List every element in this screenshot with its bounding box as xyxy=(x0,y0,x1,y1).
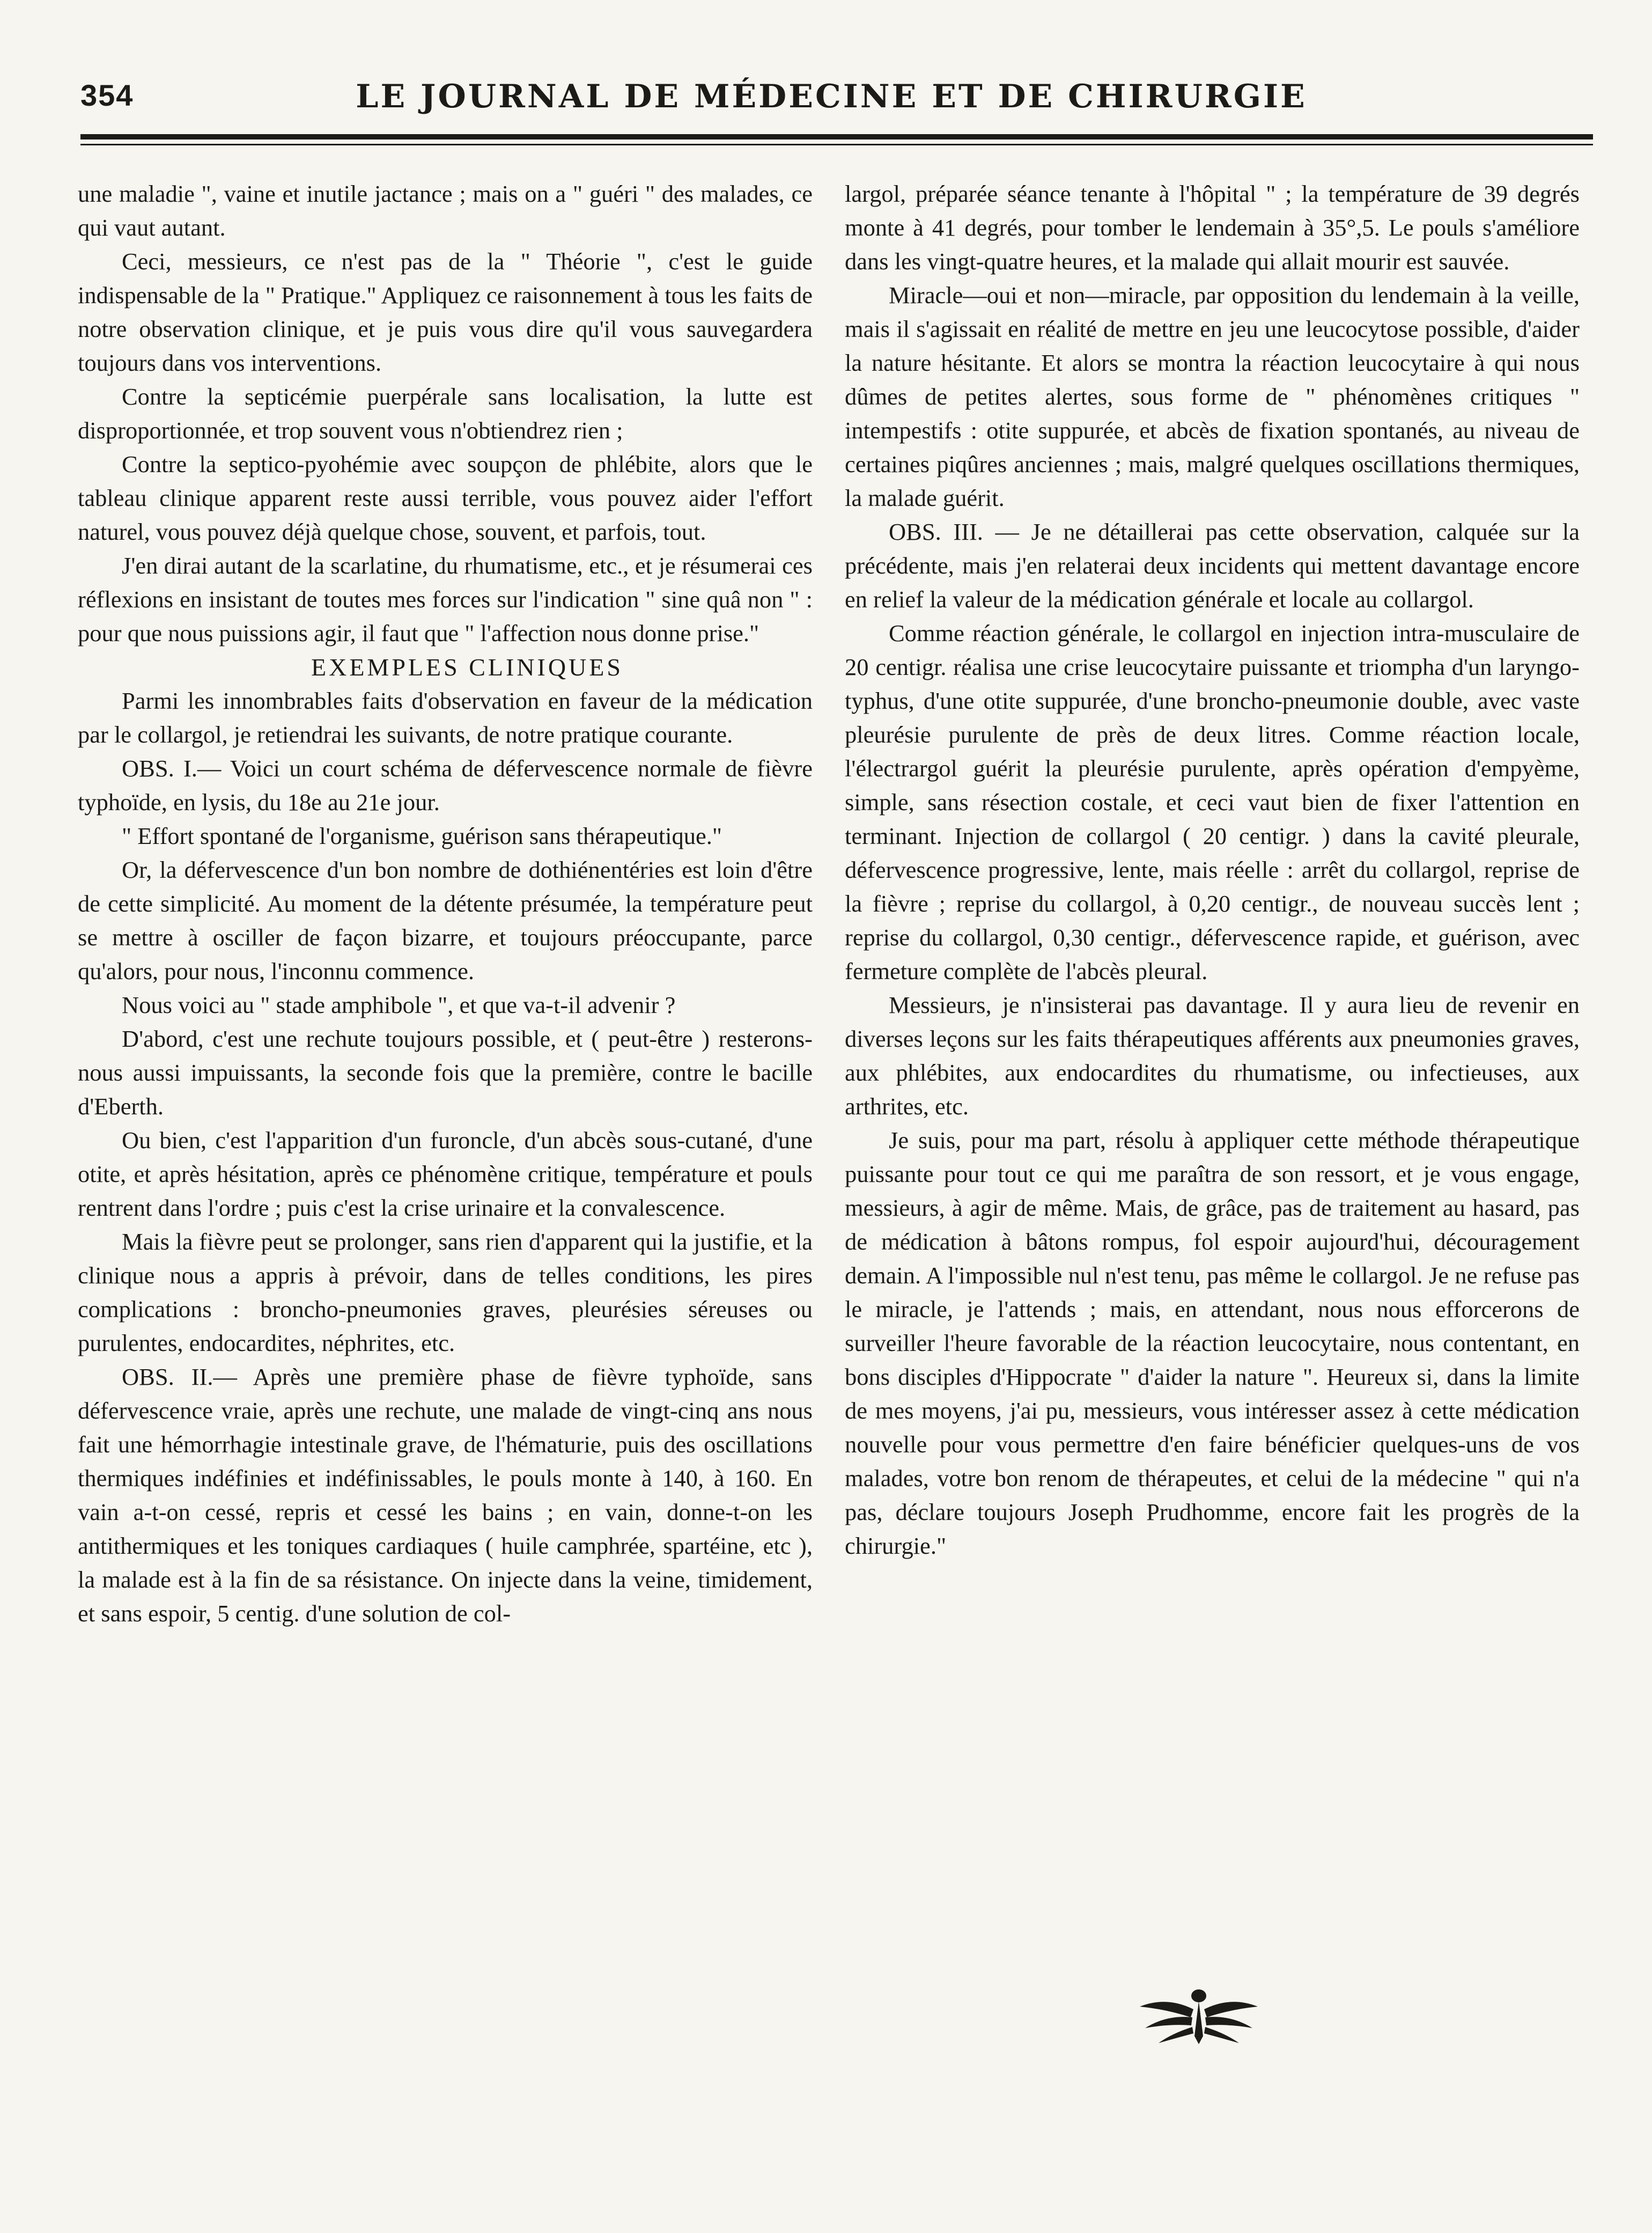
section-heading: EXEMPLES CLINIQUES xyxy=(311,653,623,681)
paragraph: Contre la septico-pyohémie avec soupçon de phlébite, alors que le tableau clinique apparent reste aussi terrible, vous pouvez aider l'effort naturel, vous pouvez déjà quelque chose, souvent, et parfois, tout. xyxy=(78,451,813,545)
paragraph: Comme réaction générale, le collargol en injection intra-musculaire de 20 centigr. réalisa une crise leucocytaire puissante et triompha d'un laryngo-typhus, d'une otite suppurée, d'une broncho-pneumonie double, avec vaste pleurésie purulente de près de deux litres. Comme réaction locale, l'électrargol guérit la pleurésie purulente, après opération d'empyème, simple, sans résection costale, et ceci vaut bien de fixer l'attention en terminant. Injection de collargol ( 20 centigr. ) dans la cavité pleurale, défervescence progressive, lente, mais réelle : arrêt du collargol, reprise de la fièvre ; reprise du collargol, à 0,20 centigr., de nouveau succès lent ; reprise du collargol, 0,30 centigr., défervescence rapide, et guérison, avec fermeture complète de l'abcès pleural. xyxy=(845,620,1580,985)
paragraph: Contre la septicémie puerpérale sans localisation, la lutte est disproportionnée, et trop souvent vous n'obtiendrez rien ; xyxy=(78,383,813,444)
paragraph: une maladie ", vaine et inutile jactance ; mais on a " guéri " des malades, ce qui vaut autant. xyxy=(78,180,813,241)
paragraph: Messieurs, je n'insisterai pas davantage. Il y aura lieu de revenir en diverses leçons sur les faits thérapeutiques afférents aux pneumonies graves, aux phlébites, aux endocardites du rhumatisme, ou infectieuses, aux arthrites, etc. xyxy=(845,991,1580,1120)
paragraph: Je suis, pour ma part, résolu à appliquer cette méthode thérapeutique puissante pour tout ce qui me paraîtra de son ressort, et je vous engage, messieurs, à agir de même. Mais, de grâce, pas de traitement au hasard, pas de médication à bâtons rompus, fol espoir aujourd'hui, découragement demain. A l'impossible nul n'est tenu, pas même le collargol. Je ne refuse pas le miracle, je l'attends ; mais, en attendant, nous nous efforcerons de surveiller l'heure favorable de la réaction leucocytaire, nous contentant, en bons disciples d'Hippocrate " d'aider la nature ". Heureux si, dans la limite de mes moyens, j'ai pu, messieurs, vous intéresser assez à cette médication nouvelle pour vous permettre d'en faire bénéficier quelques-uns de vos malades, votre bon renom de thérapeutes, et celui de la médecine " qui n'a pas, déclare toujours Joseph Prudhomme, encore fait les progrès de la chirurgie." xyxy=(845,1127,1580,1559)
paragraph: Mais la fièvre peut se prolonger, sans rien d'apparent qui la justifie, et la clinique nous a appris à prévoir, dans de telles conditions, les pires complications : broncho-pneumonies graves, pleurésies séreuses ou purulentes, endocardites, néphrites, etc. xyxy=(78,1228,813,1356)
paragraph: " Effort spontané de l'organisme, guérison sans thérapeutique." xyxy=(122,822,722,849)
paragraph: OBS. I.— Voici un court schéma de défervescence normale de fièvre typhoïde, en lysis, du 18e au 21e jour. xyxy=(78,755,813,816)
paragraph: Nous voici au " stade amphibole ", et que va-t-il advenir ? xyxy=(122,991,676,1018)
page-number: 354 xyxy=(80,78,134,112)
header-rule-thick xyxy=(80,134,1593,139)
left-column xyxy=(78,177,813,1630)
header-rule-thin xyxy=(80,144,1593,145)
paragraph: Or, la défervescence d'un bon nombre de dothiénentéries est loin d'être de cette simplicité. Au moment de la détente présumée, la température peut se mettre à osciller de façon bizarre, et toujours préoccupante, parce qu'alors, pour nous, l'inconnu commence. xyxy=(78,856,813,985)
journal-title: LE JOURNAL DE MÉDECINE ET DE CHIRURGIE xyxy=(356,78,1307,115)
paragraph: largol, préparée séance tenante à l'hôpital " ; la température de 39 degrés monte à 41 degrés, pour tomber le lendemain à 35°,5. Le pouls s'améliore dans les vingt-quatre heures, et la malade qui allait mourir est sauvée. xyxy=(845,180,1580,275)
paragraph: Miracle—oui et non—miracle, par opposition du lendemain à la veille, mais il s'agissait en réalité de mettre en jeu une leucocytose possible, d'aider la nature hésitante. Et alors se montra la réaction leucocytaire à qui nous dûmes de petites alertes, sous forme de " phénomènes critiques " intempestifs : otite suppurée, et abcès de fixation spontanés, au niveau de certaines piqûres anciennes ; mais, malgré quelques oscillations thermiques, la malade guérit. xyxy=(845,282,1580,511)
paragraph: OBS. III. — Je ne détaillerai pas cette observation, calquée sur la précédente, mais j'en relaterai deux incidents qui mettent davantage encore en relief la valeur de la médication générale et locale au collargol. xyxy=(845,518,1580,613)
paragraph: J'en dirai autant de la scarlatine, du rhumatisme, etc., et je résumerai ces réflexions en insistant de toutes mes forces sur l'indication " sine quâ non " : pour que nous puissions agir, il faut que " l'affection nous donne prise." xyxy=(78,552,813,647)
right-column xyxy=(845,177,1580,1563)
paragraph: Ceci, messieurs, ce n'est pas de la " Théorie ", c'est le guide indispensable de la " Pratique." Appliquez ce raisonnement à tous les faits de notre observation clinique, et je puis vous dire qu'il vous sauvegardera toujours dans vos interventions. xyxy=(78,248,813,376)
paragraph: OBS. II.— Après une première phase de fièvre typhoïde, sans défervescence vraie, après une rechute, une malade de vingt-cinq ans nous fait une hémorrhagie intestinale grave, de l'hématurie, puis des oscillations thermiques indéfinies et indéfinissables, le pouls monte à 140, à 160. En vain a-t-on cessé, repris et cessé les bains ; en vain, donne-t-on les antithermiques et les toniques cardiaques ( huile camphrée, spartéine, etc ), la malade est à la fin de sa résistance. On injecte dans la veine, timidement, et sans espoir, 5 centig. d'une solution de col- xyxy=(78,1363,813,1627)
fleuron-ornament-icon xyxy=(1134,1985,1263,2050)
paragraph: D'abord, c'est une rechute toujours possible, et ( peut-être ) resterons-nous aussi impuissants, la seconde fois que la première, contre le bacille d'Eberth. xyxy=(78,1025,813,1120)
paragraph: Ou bien, c'est l'apparition d'un furoncle, d'un abcès sous-cutané, d'une otite, et après hésitation, après ce phénomène critique, température et pouls rentrent dans l'ordre ; puis c'est la crise urinaire et la convalescence. xyxy=(78,1127,813,1221)
paragraph: Parmi les innombrables faits d'observation en faveur de la médication par le collargol, je retiendrai les suivants, de notre pratique courante. xyxy=(78,687,813,748)
page-header xyxy=(80,78,1582,121)
